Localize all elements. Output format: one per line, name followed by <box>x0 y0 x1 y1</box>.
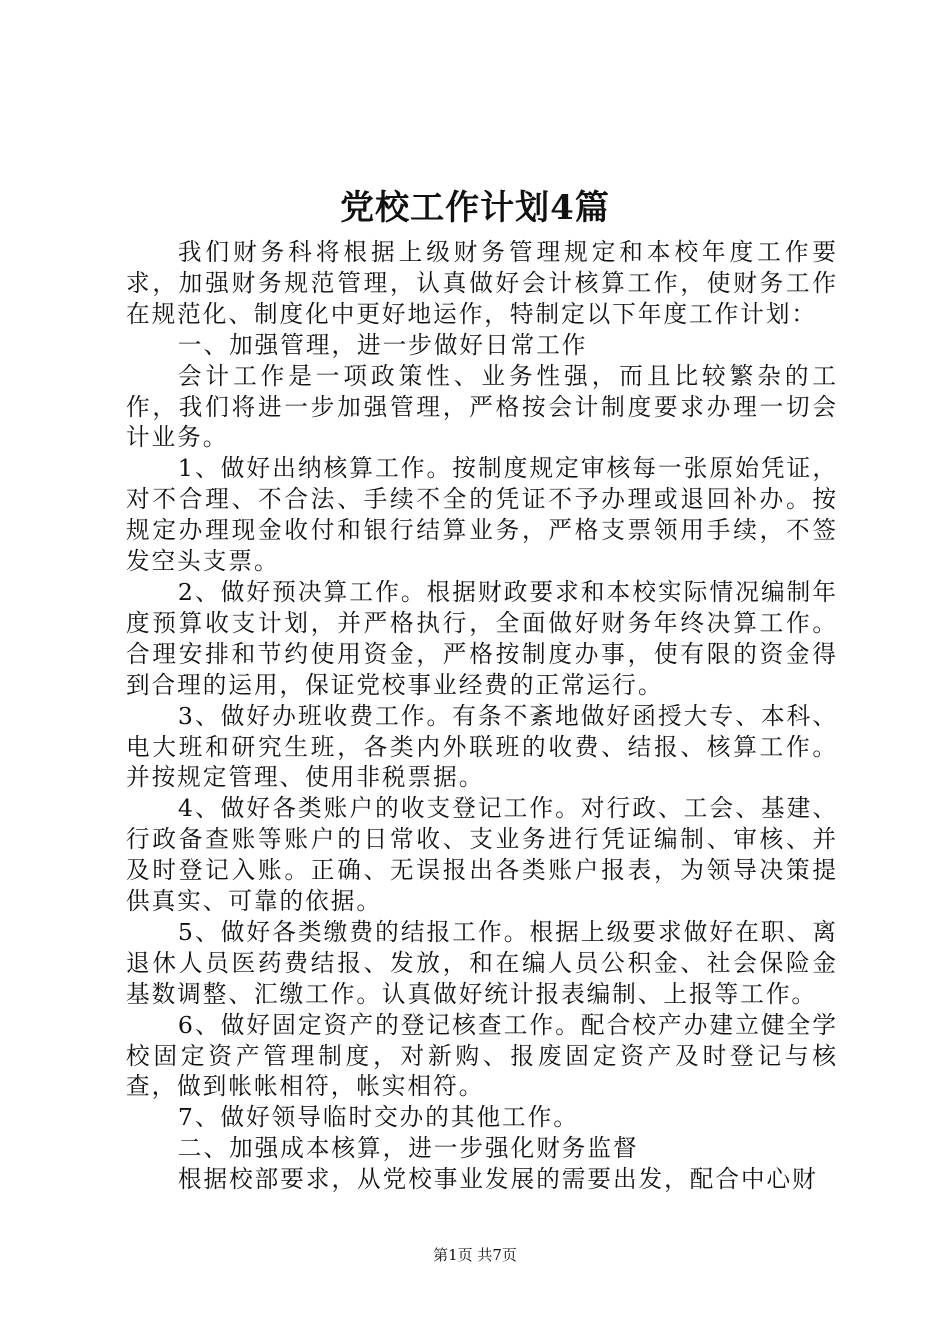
list-item-6: 6、做好固定资产的登记核查工作。配合校产办建立健全学校固定资产管理制度，对新购、报废固定资产及时登记与核查，做到帐帐相符，帐实相符。 <box>126 1010 838 1101</box>
list-item-5: 5、做好各类缴费的结报工作。根据上级要求做好在职、离退休人员医药费结报、发放，和在编人员公积金、社会保险金基数调整、汇缴工作。认真做好统计报表编制、上报等工作。 <box>126 917 838 1008</box>
page-footer: 第1页 共7页 <box>433 1246 517 1264</box>
document-body <box>126 237 838 1195</box>
section-heading-2: 二、加强成本核算，进一步强化财务监督 <box>177 1134 639 1163</box>
list-item-1: 1、做好出纳核算工作。按制度规定审核每一张原始凭证，对不合理、不合法、手续不全的凭证不予办理或退回补办。按规定办理现金收付和银行结算业务，严格支票领用手续，不签发空头支票。 <box>126 454 838 576</box>
section-heading-1: 一、加强管理，进一步做好日常工作 <box>177 330 588 359</box>
document-title: 党校工作计划4篇 <box>340 188 610 228</box>
paragraph-intro: 我们财务科将根据上级财务管理规定和本校年度工作要求，加强财务规范管理，认真做好会计核算工作，使财务工作在规范化、制度化中更好地运作，特制定以下年度工作计划： <box>126 238 838 328</box>
list-item-2: 2、做好预决算工作。根据财政要求和本校实际情况编制年度预算收支计划，并严格执行，全面做好财务年终决算工作。合理安排和节约使用资金，严格按制度办事，使有限的资金得到合理的运用，保证党校事业经费的正常运行。 <box>126 577 838 699</box>
paragraph: 根据校部要求，从党校事业发展的需要出发，配合中心财 <box>177 1165 818 1194</box>
list-item-4: 4、做好各类账户的收支登记工作。对行政、工会、基建、行政备查账等账户的日常收、支业务进行凭证编制、审核、并及时登记入账。正确、无误报出各类账户报表，为领导决策提供真实、可靠的依据。 <box>126 794 838 916</box>
list-item-7: 7、做好领导临时交办的其他工作。 <box>177 1103 579 1132</box>
list-item-3: 3、做好办班收费工作。有条不紊地做好函授大专、本科、电大班和研究生班，各类内外联班的收费、结报、核算工作。并按规定管理、使用非税票据。 <box>126 701 838 792</box>
paragraph: 会计工作是一项政策性、业务性强，而且比较繁杂的工作，我们将进一步加强管理，严格按会计制度要求办理一切会计业务。 <box>126 361 838 452</box>
